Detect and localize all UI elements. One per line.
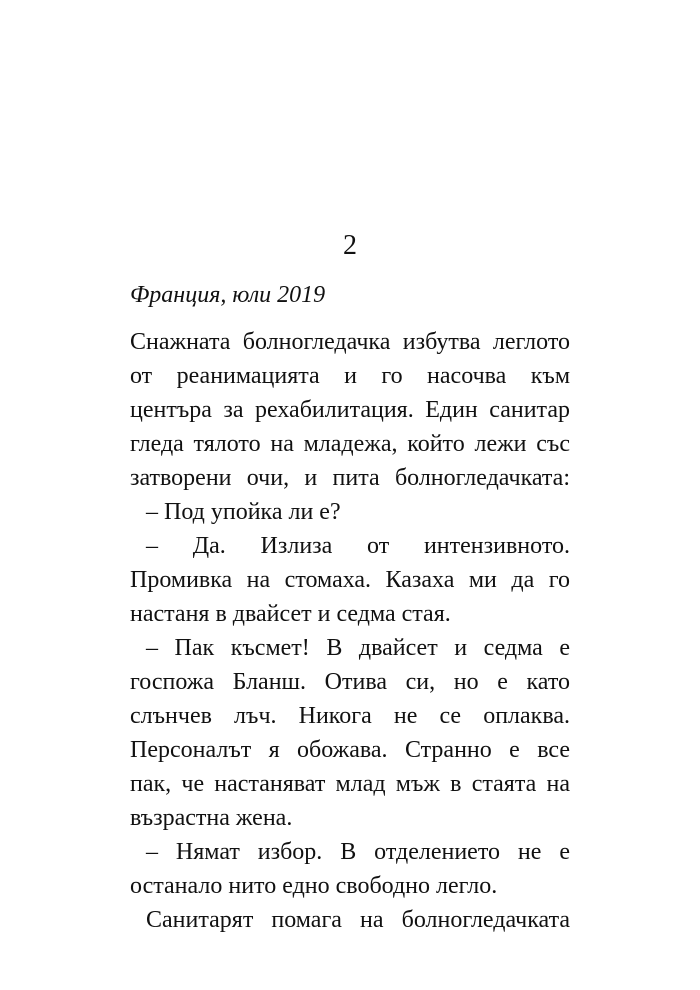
text-line: Персоналът я обожава. Странно е все <box>130 737 570 763</box>
text-line: от реанимацията и го насочва към <box>130 363 570 389</box>
chapter-dateline: Франция, юли 2019 <box>130 282 326 308</box>
text-line: – Пак късмет! В двайсет и седма е <box>146 635 570 661</box>
text-line: – Нямат избор. В отделението не е <box>146 839 570 865</box>
text-line: пак, че настаняват млад мъж в стаята на <box>130 771 570 797</box>
text-line: гледа тялото на младежа, който лежи със <box>130 431 570 457</box>
body-text <box>130 325 570 937</box>
text-line: Снажната болногледачка избутва леглото <box>130 329 570 355</box>
text-line: затворени очи, и пита болногледачката: <box>130 465 570 491</box>
text-line: настаня в двайсет и седма стая. <box>130 601 451 627</box>
chapter-number: 2 <box>343 230 357 261</box>
text-line: центъра за рехабилитация. Един санитар <box>130 397 570 423</box>
text-line: Санитарят помага на болногледачката <box>146 907 570 933</box>
text-line: госпожа Бланш. Отива си, но е като <box>130 669 570 695</box>
text-line: слънчев лъч. Никога не се оплаква. <box>130 703 570 729</box>
text-line: – Да. Излиза от интензивното. <box>146 533 570 559</box>
text-line: останало нито едно свободно легло. <box>130 873 498 899</box>
text-line: Промивка на стомаха. Казаха ми да го <box>130 567 570 593</box>
text-line: – Под упойка ли е? <box>146 499 341 525</box>
text-line: възрастна жена. <box>130 805 293 831</box>
